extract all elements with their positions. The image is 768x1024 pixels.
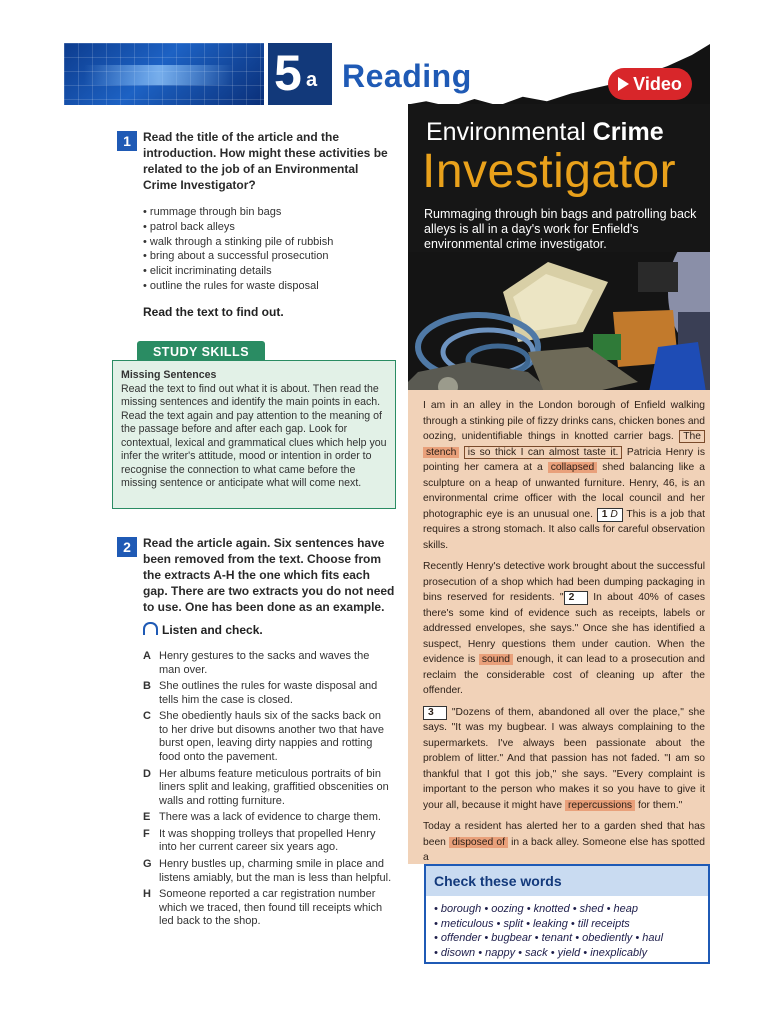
unit-letter: a: [306, 69, 318, 91]
text-run: Patricia Henry is pointing her camera at a: [423, 446, 705, 473]
video-button[interactable]: [608, 68, 692, 100]
word-line: • meticulous • split • leaking • till receipts: [434, 917, 630, 930]
option-h: [143, 888, 393, 929]
text-run: In about 40% of cases there's some kind of evidence such as receipts, labels or addressed envelopes, she says." Once she has identified a suspect, Henry questions them under caution. When the evidence is: [423, 592, 705, 665]
article-title-line1: [426, 118, 664, 147]
gap-1[interactable]: [597, 508, 623, 522]
article-paragraph-1: [423, 398, 705, 553]
gap-number: 1: [601, 508, 608, 520]
article-title-investigator: Investigator: [422, 145, 677, 198]
word-line: • disown • nappy • sack • yield • inexplicably: [434, 946, 648, 959]
text-run: I am in an alley in the London borough of Enfield walking through a stinking pile of fizzy drinks cans, chicken bones and oozing, unidentifiable things in knotted carrier bags.: [423, 400, 705, 442]
article-paragraph-3: [423, 705, 705, 814]
list-item: • walk through a stinking pile of rubbish: [143, 235, 333, 250]
word-the: The: [679, 430, 705, 443]
option-letter: B: [143, 680, 151, 693]
list-item: • elicit incriminating details: [143, 264, 333, 279]
highlight-stench: stench: [423, 447, 459, 458]
text-run: enough, it can lead to a prosecution and reclaim the considerable cost of cleaning up after the offender.: [423, 654, 705, 696]
listen-label: Listen and check.: [162, 623, 263, 637]
option-g: [143, 858, 393, 885]
exercise-1-number: 1: [117, 131, 137, 151]
study-skills-tab: STUDY SKILLS: [137, 341, 265, 363]
rubbish-pile-illustration: [408, 252, 710, 402]
exercise-1-instruction: Read the title of the article and the introduction. How might these activities be related to the job of an Environmental Crime Investigator?: [143, 130, 388, 192]
gap-2[interactable]: [564, 591, 588, 605]
headphones-icon: [143, 622, 158, 635]
study-skills-text: Read the text to find out what it is about. Then read the missing sentences and identify the main points in each. Read the text again and pay attention to the meaning of the passage before and after each gap. Look for contextual, lexical and grammatical clues which help you infer the writer's attitude, mood or intention in order to recognise the connection to what came before the missing sentence or anticipate what will come next.: [121, 382, 387, 489]
option-text: Henry bustles up, charming smile in place and listens amiably, but the man is less than helpful.: [159, 858, 392, 884]
option-letter: A: [143, 650, 151, 662]
highlight-sound: sound: [479, 654, 513, 665]
option-letter: C: [143, 710, 151, 723]
option-text: She outlines the rules for waste disposal and tells him the case is closed.: [159, 680, 378, 706]
check-these-words-box: [424, 864, 710, 964]
highlight-disposed-of: disposed of: [449, 837, 508, 848]
page-title: Reading: [342, 58, 472, 94]
list-item: • outline the rules for waste disposal: [143, 279, 333, 294]
word-line: • offender • bugbear • tenant • obediently • haul: [434, 932, 664, 944]
option-c: [143, 710, 393, 764]
phrase-so-thick: is so thick I can almost taste it.: [464, 446, 623, 459]
listen-and-check[interactable]: [143, 622, 263, 637]
list-item: • patrol back alleys: [143, 220, 333, 235]
banner-glow: [84, 65, 234, 85]
article-body: [423, 398, 705, 872]
video-label: Video: [633, 74, 682, 94]
find-out-instruction: Read the text to find out.: [143, 305, 284, 319]
word-line: • borough • oozing • knotted • shed • heap: [434, 903, 638, 915]
article-title-crime: Crime: [592, 118, 664, 146]
gap-3[interactable]: [423, 706, 447, 720]
text-run: This is a job that requires a strong stomach. It also calls for careful observation skills.: [423, 508, 705, 551]
option-text: Henry gestures to the sacks and waves the man over.: [159, 650, 370, 676]
activity-list: [143, 205, 333, 294]
option-letter: H: [143, 888, 151, 901]
study-skills-box: [112, 360, 396, 509]
check-these-words-list: [434, 902, 706, 960]
study-skills-heading: Missing Sentences: [121, 369, 217, 381]
gap-answer: D: [610, 508, 618, 520]
extract-options: [143, 650, 393, 932]
option-letter: F: [143, 827, 150, 840]
list-item: • rummage through bin bags: [143, 205, 333, 220]
article: [408, 44, 710, 964]
article-paragraph-2: [423, 559, 705, 699]
unit-number: 5: [274, 45, 302, 101]
highlight-repercussions: repercussions: [565, 800, 635, 811]
article-intro: Rummaging through bin bags and patrolling back alleys is all in a day's work for Enfield's environmental crime investigator.: [424, 207, 697, 251]
option-letter: D: [143, 767, 151, 780]
article-paragraph-4: [423, 819, 705, 866]
list-item: • bring about a successful prosecution: [143, 249, 333, 264]
header-banner: [64, 43, 264, 105]
option-b: [143, 680, 393, 707]
option-text: She obediently hauls six of the sacks back on to her drive but disowns another two that have burst open, leaving dirty nappies and rotting food onto the pavement.: [159, 710, 385, 763]
highlight-collapsed: collapsed: [548, 462, 598, 473]
gap-number: 2: [568, 592, 575, 603]
article-title-environmental: Environmental: [426, 118, 593, 146]
check-these-words-heading: Check these words: [426, 866, 708, 896]
option-text: Her albums feature meticulous portraits of bin liners split and leaking, graffitied obscenities on walls and rotting furniture.: [159, 767, 389, 807]
option-text: There was a lack of evidence to charge them.: [159, 811, 381, 824]
gap-number: 3: [428, 706, 434, 718]
option-d: [143, 768, 393, 809]
text-run: "Dozens of them, abandoned all over the place," she says. "It was my bugbear. I was always complaining to the supermarkets. I've always been passionate about the problem of litter." And that passion has not faded. "I am so thankful that I got this job," she says. "Every complaint is important to the person who makes it so you have to give it your all, because it might have: [423, 706, 705, 811]
option-e: [143, 811, 393, 825]
option-text: Someone reported a car registration number which we traced, then found till receipts which led back to the shop.: [159, 888, 383, 928]
text-run: shed balancing like a sculpture on a heap of unwanted furniture. Henry, 46, is an environmental crime officer with the local council and her photographic eye is an unusual one.: [423, 462, 705, 520]
unit-label: [268, 43, 332, 105]
option-letter: E: [143, 811, 151, 824]
option-a: [143, 650, 393, 677]
option-letter: G: [143, 858, 152, 871]
option-f: [143, 828, 393, 855]
option-text: It was shopping trolleys that propelled Henry into her current career six years ago.: [159, 827, 376, 854]
text-run: Recently Henry's detective work brought about the successful prosecution of a shop which had been dumping packaging in bins reserved for residents. ": [423, 561, 705, 603]
text-run: for them.": [637, 799, 683, 811]
text-run: Today a resident has alerted her to a garden shed that has been: [423, 821, 705, 848]
play-icon: [618, 77, 629, 91]
text-run: in a back alley. Someone else has spotted a: [423, 836, 705, 863]
exercise-2-number: 2: [117, 537, 137, 557]
exercise-2-instruction: Read the article again. Six sentences have been removed from the text. Choose from the extracts A-H the one which fits each gap. There are two extracts you do not need to use. One has been done as an example.: [143, 536, 395, 614]
rubbish-pile-photo: [408, 252, 710, 402]
